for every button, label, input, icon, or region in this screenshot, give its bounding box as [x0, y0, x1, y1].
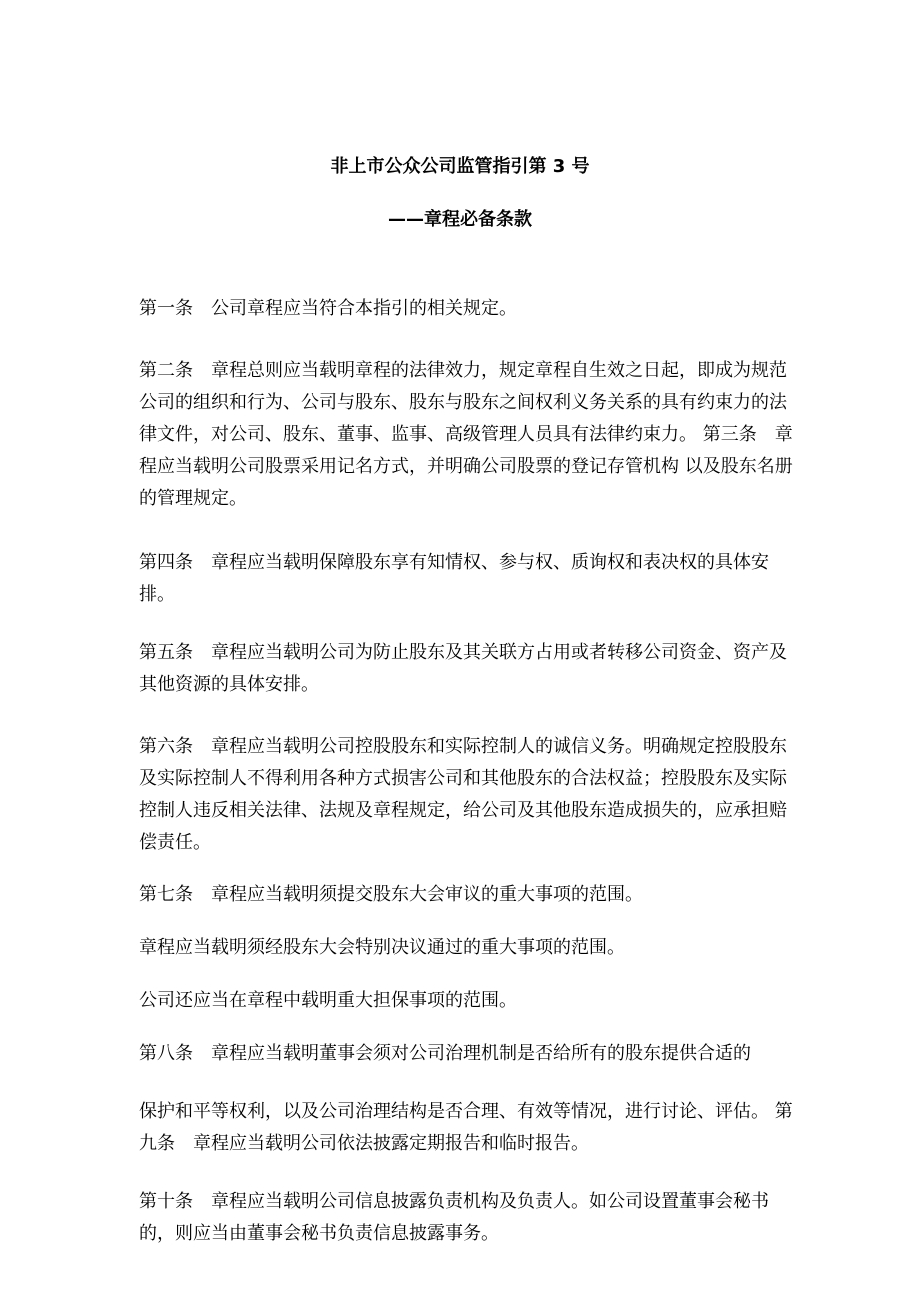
article-7: 第七条 章程应当载明须提交股东大会审议的重大事项的范围。 — [139, 884, 643, 905]
article-5: 第五条 章程应当载明公司为防止股东及其关联方占用或者转移公司资金、资产及其他资源的具体安排。 — [139, 642, 787, 695]
article-2-3: 第二条 章程总则应当载明章程的法律效力，规定章程自生效之日起，即成为规范公司的组织和行为、公司与股东、股东与股东之间权利义务关系的具有约束力的法律文件，对公司、股东、董事、监事、高级管理人员具有法律约束力。 第三条 章程应当载明公司股票采用记名方式，并明确公司股票的登记存管机构 以及股东名册的管理规定。 — [139, 360, 793, 509]
article-7-guarantee: 公司还应当在章程中载明重大担保事项的范围。 — [139, 990, 517, 1011]
article-7-special-resolution: 章程应当载明须经股东大会特别决议通过的重大事项的范围。 — [139, 937, 625, 958]
document-title: 非上市公众公司监管指引第 3 号 — [330, 156, 590, 177]
article-1: 第一条 公司章程应当符合本指引的相关规定。 — [139, 298, 517, 319]
document-subtitle: ——章程必备条款 — [388, 209, 532, 230]
article-8-9: 保护和平等权利，以及公司治理结构是否合理、有效等情况，进行讨论、评估。 第九条 章程应当载明公司依法披露定期报告和临时报告。 — [139, 1101, 793, 1154]
article-8: 第八条 章程应当载明董事会须对公司治理机制是否给所有的股东提供合适的 — [139, 1043, 751, 1064]
article-4: 第四条 章程应当载明保障股东享有知情权、参与权、质询权和表决权的具体安排。 — [139, 552, 769, 605]
article-10: 第十条 章程应当载明公司信息披露负责机构及负责人。如公司设置董事会秘书的，则应当由董事会秘书负责信息披露事务。 — [139, 1191, 769, 1244]
article-6: 第六条 章程应当载明公司控股股东和实际控制人的诚信义务。明确规定控股股东及实际控制人不得利用各种方式损害公司和其他股东的合法权益；控股股东及实际控制人违反相关法律、法规及章程规定，给公司及其他股东造成损失的，应承担赔偿责任。 — [139, 736, 787, 853]
